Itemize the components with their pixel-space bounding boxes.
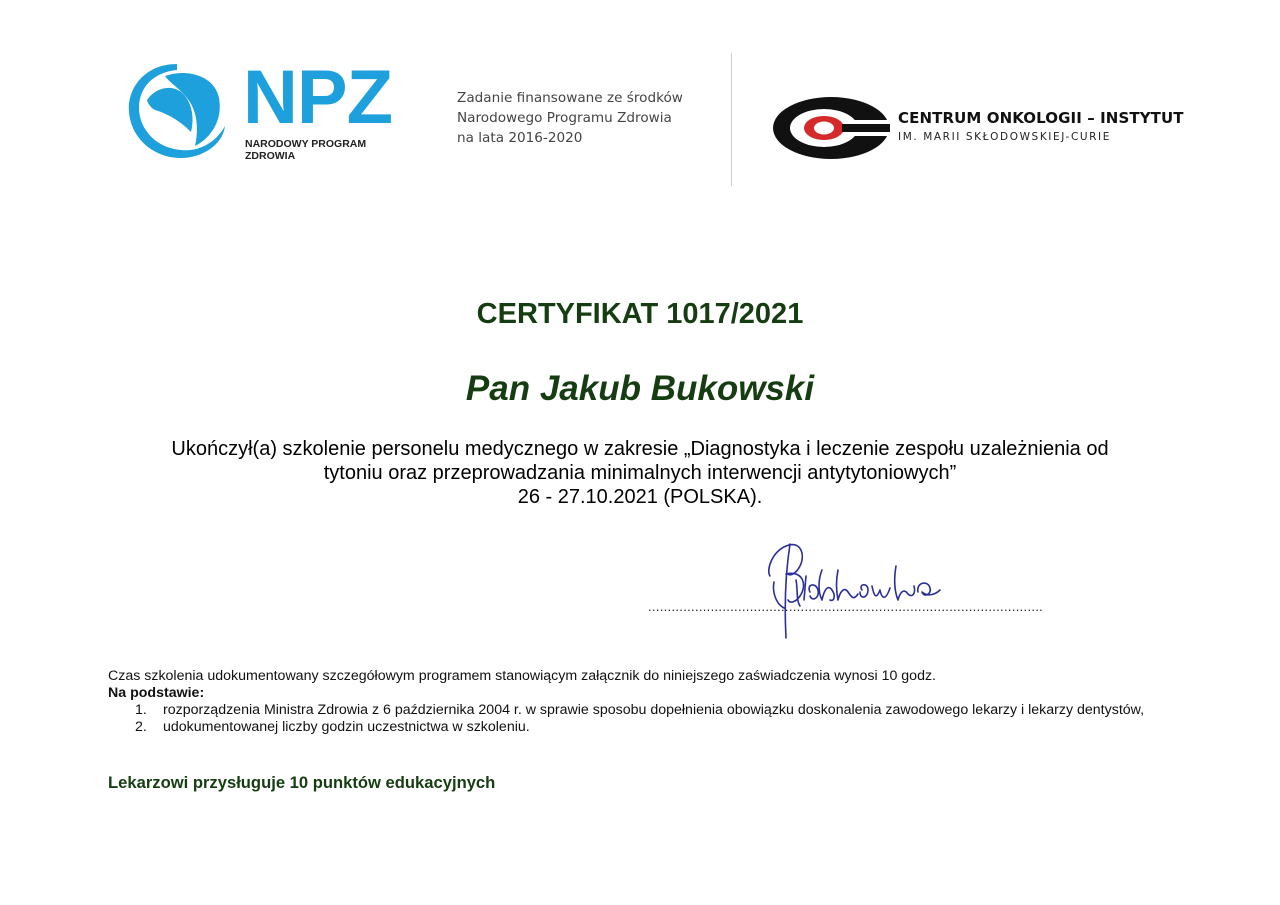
npz-leaf-icon bbox=[125, 58, 229, 162]
course-line: tytoniu oraz przeprowadzania minimalnych interwencji antytytoniowych” bbox=[323, 462, 957, 484]
header-divider bbox=[731, 53, 732, 186]
funding-line: na lata 2016-2020 bbox=[457, 130, 583, 146]
signature-block bbox=[648, 528, 1044, 653]
institute-name: CENTRUM ONKOLOGII – INSTYTUT bbox=[898, 109, 1184, 127]
certificate-title: CERTYFIKAT 1017/2021 bbox=[476, 298, 804, 330]
npz-logo bbox=[125, 55, 415, 162]
list-item-text: rozporządzenia Ministra Zdrowia z 6 października 2004 r. w sprawie sposobu dopełnienia obowiązku doskonalenia zawodowego lekarzy i lekarzy dentystów, bbox=[163, 702, 1145, 718]
signature-line: ..................................................................................................... bbox=[648, 599, 1044, 614]
npz-acronym: NPZ bbox=[243, 55, 392, 140]
duration-note: Czas szkolenia udokumentowany szczegółowym programem stanowiącym załącznik do niniejszego zaświadczenia wynosi 10 godz. bbox=[108, 668, 937, 684]
list-item-number: 1. bbox=[135, 702, 147, 718]
list-item-text: udokumentowanej liczby godzin uczestnictwa w szkoleniu. bbox=[163, 719, 530, 735]
course-dates: 26 - 27.10.2021 (POLSKA). bbox=[517, 486, 763, 508]
list-item bbox=[108, 702, 1172, 719]
handwritten-signature bbox=[756, 530, 966, 650]
funding-line: Zadanie finansowane ze środków bbox=[457, 90, 683, 106]
notes-section bbox=[108, 668, 1172, 736]
funding-line: Narodowego Programu Zdrowia bbox=[457, 110, 672, 126]
institute-emblem-icon bbox=[772, 96, 890, 160]
basis-list bbox=[108, 702, 1172, 736]
funding-note bbox=[457, 88, 717, 148]
basis-label: Na podstawie: bbox=[108, 685, 205, 701]
institute-logo bbox=[772, 96, 1184, 160]
course-description bbox=[0, 437, 1280, 509]
institute-subtitle: IM. MARII SKŁODOWSKIEJ-CURIE bbox=[898, 131, 1111, 143]
list-item-number: 2. bbox=[135, 719, 147, 735]
npz-full-name: NARODOWY PROGRAM ZDROWIA bbox=[245, 138, 367, 162]
course-line: Ukończył(a) szkolenie personelu medycznego w zakresie „Diagnostyka i leczenie zespołu uzależnienia od bbox=[171, 438, 1109, 460]
recipient-name: Pan Jakub Bukowski bbox=[465, 369, 815, 408]
list-item bbox=[108, 719, 1172, 736]
education-points: Lekarzowi przysługuje 10 punktów edukacyjnych bbox=[108, 773, 496, 792]
